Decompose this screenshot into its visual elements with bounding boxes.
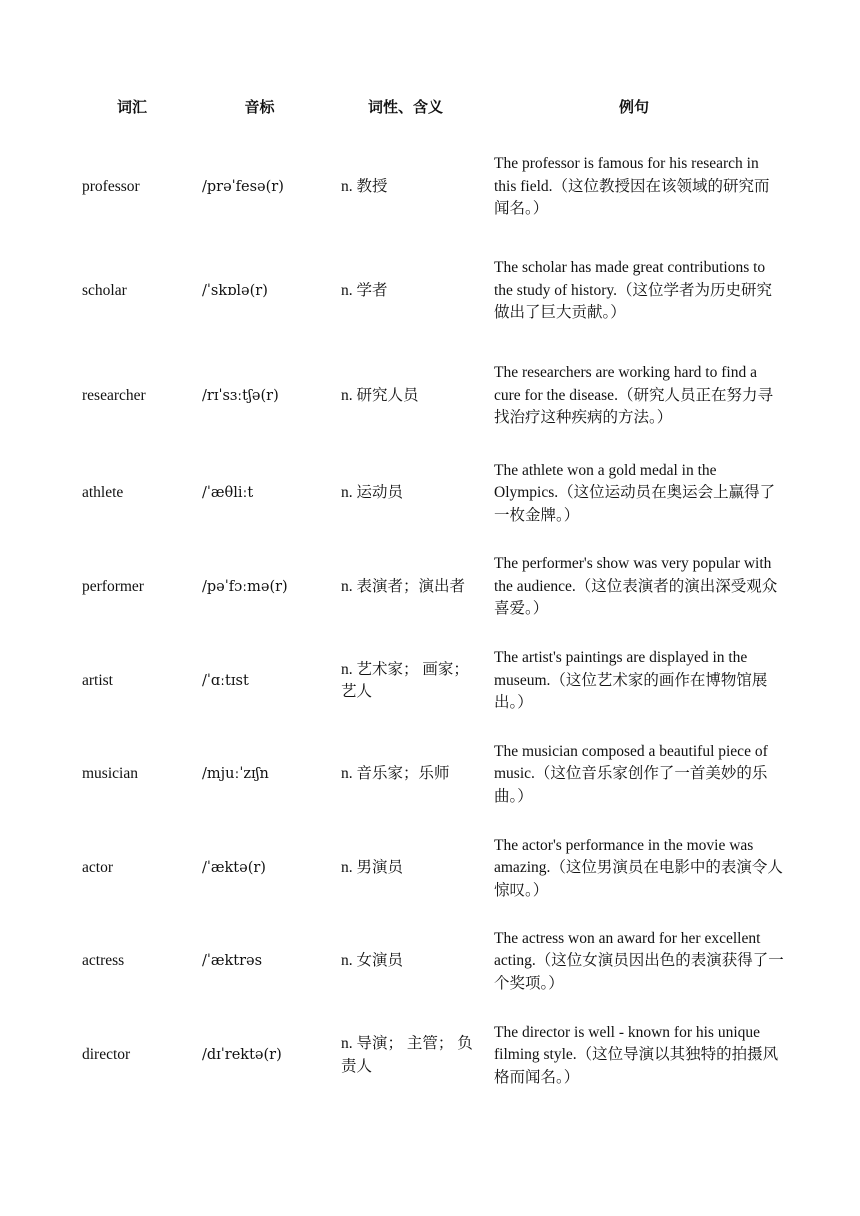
- word-cell: scholar: [82, 281, 127, 299]
- header-phonetic: 音标: [244, 97, 275, 116]
- example-cell: The professor is famous for his research in this field.（这位教授因在该领域的研究而闻名。）: [494, 155, 770, 218]
- table-row: [72, 915, 784, 1008]
- word-cell: musician: [82, 765, 138, 783]
- example-cell: The scholar has made great contributions to the study of history.（这位学者为历史研究做出了巨大贡献。）: [494, 259, 772, 322]
- example-cell: The artist's paintings are displayed in the museum.（这位艺术家的画作在博物馆展出。）: [494, 649, 768, 712]
- phonetic-cell: /ˈæktrəs: [202, 953, 263, 970]
- header-pos-meaning: 词性、含义: [367, 97, 443, 116]
- example-cell: The musician composed a beautiful piece of music.（这位音乐家创作了一首美妙的乐曲。）: [494, 742, 768, 805]
- word-cell: artist: [82, 671, 113, 689]
- word-cell: researcher: [82, 386, 146, 404]
- phonetic-cell: /ˈæθliːt: [202, 485, 254, 502]
- example-cell: The athlete won a gold medal in the Olympics.（这位运动员在奥运会上赢得了一枚金牌。）: [494, 461, 776, 524]
- meaning-cell: n. 女演员: [341, 952, 404, 970]
- table-row: [72, 238, 784, 344]
- phonetic-cell: /prəˈfesə(r): [202, 178, 284, 195]
- meaning-cell: n. 学者: [341, 281, 388, 299]
- header-word: 词汇: [116, 97, 147, 116]
- example-cell: The researchers are working hard to find a cure for the disease.（研究人员正在努力寻找治疗这种疾病的方法。）: [494, 364, 773, 427]
- meaning-cell: n. 运动员: [341, 484, 404, 502]
- table-row: [72, 136, 784, 238]
- meaning-cell: n. 音乐家；乐师: [341, 765, 450, 783]
- phonetic-cell: /mjuːˈzɪʃn: [202, 766, 269, 783]
- phonetic-cell: /pəˈfɔːmə(r): [202, 578, 288, 595]
- meaning-cell: n. 教授: [341, 177, 388, 195]
- word-cell: actress: [82, 952, 125, 970]
- table-row: [72, 344, 784, 448]
- table-row: [72, 635, 784, 727]
- example-cell: The performer's show was very popular with the audience.（这位表演者的演出深受观众喜爱。）: [494, 555, 778, 618]
- table-row: [72, 1008, 784, 1103]
- meaning-cell: n. 导演； 主管； 负责人: [341, 1035, 473, 1075]
- word-cell: director: [82, 1046, 131, 1064]
- meaning-cell: n. 表演者；演出者: [341, 577, 466, 595]
- word-cell: performer: [82, 577, 144, 595]
- table-row: [72, 822, 784, 915]
- vocabulary-table: [72, 76, 784, 1103]
- header-example: 例句: [618, 97, 649, 116]
- table-header-row: [72, 76, 784, 136]
- word-cell: professor: [82, 177, 140, 195]
- word-cell: actor: [82, 859, 113, 877]
- phonetic-cell: /rɪˈsɜːtʃə(r): [202, 387, 279, 404]
- table-row: [72, 448, 784, 539]
- example-cell: The director is well - known for his unique filming style.（这位导演以其独特的拍摄风格而闻名。）: [494, 1023, 779, 1086]
- meaning-cell: n. 艺术家； 画家； 艺人: [341, 660, 469, 700]
- phonetic-cell: /dɪˈrektə(r): [202, 1047, 282, 1064]
- meaning-cell: n. 研究人员: [341, 386, 419, 404]
- phonetic-cell: /ˈɑːtɪst: [202, 672, 249, 689]
- example-cell: The actor's performance in the movie was amazing.（这位男演员在电影中的表演令人惊叹。）: [494, 836, 783, 899]
- word-cell: athlete: [82, 484, 124, 502]
- meaning-cell: n. 男演员: [341, 859, 404, 877]
- example-cell: The actress won an award for her excellent acting.（这位女演员因出色的表演获得了一个奖项。）: [494, 929, 784, 992]
- table-row: [72, 727, 784, 822]
- phonetic-cell: /ˈæktə(r): [202, 860, 266, 877]
- phonetic-cell: /ˈskɒlə(r): [202, 282, 268, 299]
- table-row: [72, 539, 784, 635]
